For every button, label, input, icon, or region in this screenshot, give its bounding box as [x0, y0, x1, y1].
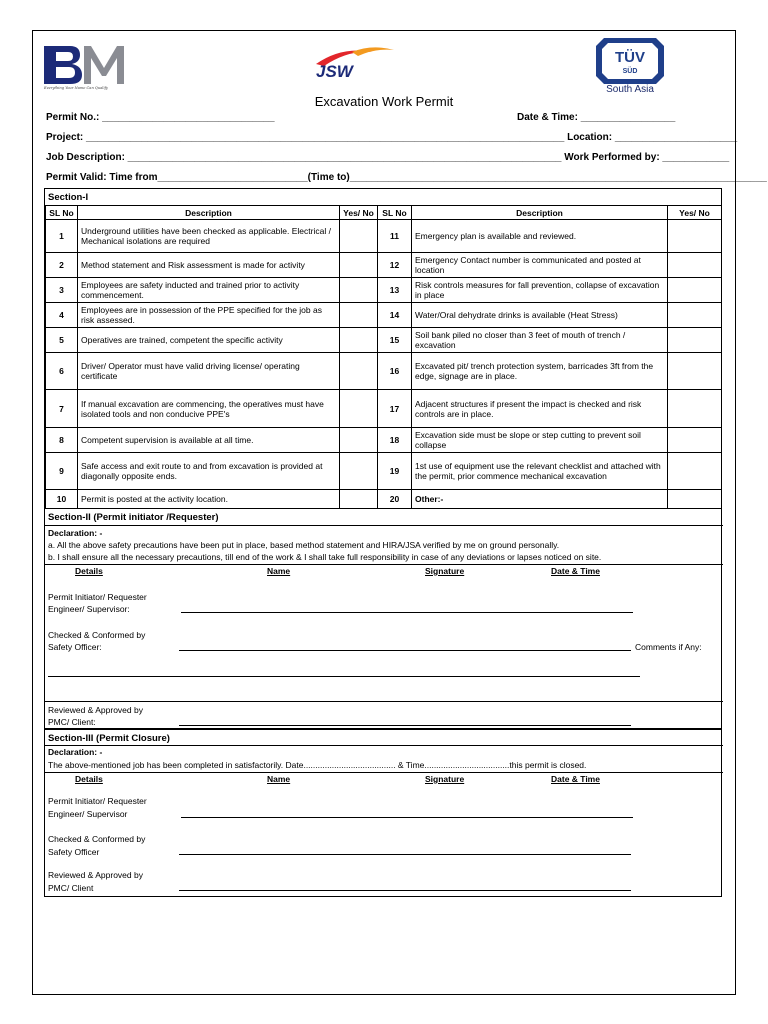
row-description: Risk controls measures for fall prevention, collapse of excavation in place [412, 278, 668, 303]
table-row [46, 303, 722, 328]
row-description: Employees are in possession of the PPE specified for the job as risk assessed. [78, 303, 340, 328]
yes-no-cell[interactable] [668, 390, 722, 428]
divider [45, 772, 723, 773]
jsw-logo [302, 46, 398, 80]
row-number: 17 [378, 390, 412, 428]
table-row [46, 453, 722, 490]
row-description: Method statement and Risk assessment is made for activity [78, 253, 340, 278]
row-description: Excavation side must be slope or step cutting to prevent soil collapse [412, 428, 668, 453]
closure-pmc-signature-line[interactable] [179, 890, 631, 891]
row-description: If manual excavation are commencing, the operatives must have isolated tools and non conducive PPE's [78, 390, 340, 428]
row-number: 10 [46, 490, 78, 509]
table-row [46, 390, 722, 428]
yes-no-cell[interactable] [340, 390, 378, 428]
table-row [46, 220, 722, 253]
section-2-title: Section-II (Permit initiator /Requester) [48, 512, 219, 523]
closure-declaration-label: Declaration: - [48, 747, 103, 757]
row-number: 14 [378, 303, 412, 328]
row-description: Water/Oral dehydrate drinks is available (Heat Stress) [412, 303, 668, 328]
row-number: 5 [46, 328, 78, 353]
row-description: Emergency Contact number is communicated and posted at location [412, 253, 668, 278]
col-description: Description [78, 206, 340, 220]
date-time-field[interactable]: Date & Time: _________________ [517, 112, 676, 123]
col-sl-no: SL No [46, 206, 78, 220]
permit-valid-field[interactable]: Permit Valid: Time from___________________________(Time to)___________________________________________________________________________ [46, 172, 767, 183]
row-description: Permit is posted at the activity location. [78, 490, 340, 509]
closure-checked-line2: Safety Officer [48, 847, 100, 857]
closure-initiator-line1: Permit Initiator/ Requester [48, 796, 147, 806]
divider [45, 701, 723, 702]
table-row [46, 328, 722, 353]
col-signature: Signature [425, 566, 465, 576]
section-1-title: Section-I [48, 192, 89, 203]
jsw-logo-text: JSW [316, 62, 353, 80]
yes-no-cell[interactable] [668, 353, 722, 390]
yes-no-cell[interactable] [668, 428, 722, 453]
closure-reviewed-line1: Reviewed & Approved by [48, 870, 143, 880]
checked-label-line1: Checked & Conformed by [48, 630, 146, 640]
permit-no-field[interactable]: Permit No.: _______________________________ [46, 112, 275, 123]
col-name: Name [267, 566, 291, 576]
col-date-time: Date & Time [551, 566, 600, 576]
closure-reviewed-line2: PMC/ Client [48, 883, 94, 893]
row-number: 16 [378, 353, 412, 390]
row-number: 19 [378, 453, 412, 490]
closure-initiator-label [48, 795, 147, 821]
reviewed-label-line1: Reviewed & Approved by [48, 705, 143, 715]
row-number: 15 [378, 328, 412, 353]
row-description: Employees are safety inducted and trained prior to activity commencement. [78, 278, 340, 303]
row-description: Soil bank piled no closer than 3 feet of mouth of trench / excavation [412, 328, 668, 353]
divider [45, 564, 723, 565]
tuv-logo-sub: SÜD [622, 68, 638, 75]
row-number: 13 [378, 278, 412, 303]
row-number: 6 [46, 353, 78, 390]
col-description: Description [412, 206, 668, 220]
yes-no-cell[interactable] [340, 490, 378, 509]
row-description: Safe access and exit route to and from excavation is provided at diagonally opposite ends. [78, 453, 340, 490]
row-description: Excavated pit/ trench protection system, barricades 3ft from the edge, signage are in place. [412, 353, 668, 390]
initiator-label-line1: Permit Initiator/ Requester [48, 592, 147, 602]
safety-officer-signature-line[interactable] [179, 650, 631, 651]
row-description: Underground utilities have been checked as applicable. Electrical / Mechanical isolations are required [78, 220, 340, 253]
checked-label-line2: Safety Officer: [48, 642, 102, 652]
job-description-field[interactable]: Job Description: ______________________________________________________________________________ Work Performed by: ____________ [46, 152, 730, 163]
row-description: Emergency plan is available and reviewed. [412, 220, 668, 253]
yes-no-cell[interactable] [668, 328, 722, 353]
yes-no-cell[interactable] [668, 220, 722, 253]
initiator-label-line2: Engineer/ Supervisor: [48, 604, 130, 614]
col-name: Name [267, 774, 291, 784]
table-row [46, 353, 722, 390]
yes-no-cell[interactable] [340, 253, 378, 278]
row-number: 3 [46, 278, 78, 303]
initiator-label [48, 591, 147, 615]
tuv-region: South Asia [606, 84, 654, 95]
row-number: 9 [46, 453, 78, 490]
row-number: 18 [378, 428, 412, 453]
yes-no-cell[interactable] [340, 353, 378, 390]
col-date-time: Date & Time [551, 774, 600, 784]
yes-no-cell[interactable] [668, 453, 722, 490]
closure-safety-signature-line[interactable] [179, 854, 631, 855]
table-row [46, 278, 722, 303]
table-row [46, 253, 722, 278]
declaration-b: b. I shall ensure all the necessary precautions, till end of the work & I shall take full responsibility in case of any deviations or lapses noticed on site. [48, 552, 602, 562]
row-number: 7 [46, 390, 78, 428]
table-row [46, 428, 722, 453]
declaration-a: a. All the above safety precautions have been put in place, based method statement and HIRA/JSA verified by me on ground personally. [48, 540, 560, 550]
checklist-table [45, 205, 722, 509]
section-3-title: Section-III (Permit Closure) [48, 733, 170, 744]
yes-no-cell[interactable] [340, 303, 378, 328]
divider [45, 745, 723, 746]
yes-no-cell[interactable] [668, 278, 722, 303]
checklist-header-row [46, 206, 722, 220]
row-number: 8 [46, 428, 78, 453]
reviewed-label-line2: PMC/ Client: [48, 717, 96, 727]
row-description: Adjacent structures if present the impact is checked and risk controls are in place. [412, 390, 668, 428]
comments-line[interactable] [48, 676, 640, 677]
section-1 [44, 188, 722, 509]
closure-checked-line1: Checked & Conformed by [48, 834, 146, 844]
closure-initiator-signature-line[interactable] [181, 817, 633, 818]
yes-no-cell[interactable] [340, 453, 378, 490]
row-description: Other:- [412, 490, 668, 509]
tuv-logo-mark: TÜV [615, 49, 645, 66]
row-number: 4 [46, 303, 78, 328]
row-description: Operatives are trained, competent the specific activity [78, 328, 340, 353]
row-number: 20 [378, 490, 412, 509]
initiator-signature-line[interactable] [181, 612, 633, 613]
col-details: Details [75, 774, 103, 784]
row-description: Competent supervision is available at all time. [78, 428, 340, 453]
yes-no-cell[interactable] [340, 278, 378, 303]
project-location-field[interactable]: Project: ______________________________________________________________________________________ Location: ______________________ [46, 132, 738, 143]
col-signature: Signature [425, 774, 465, 784]
pmc-signature-line[interactable] [179, 725, 631, 726]
section-3 [44, 729, 722, 897]
yes-no-cell[interactable] [340, 220, 378, 253]
declaration-label: Declaration: - [48, 528, 103, 538]
row-number: 1 [46, 220, 78, 253]
col-details: Details [75, 566, 103, 576]
closure-initiator-line2: Engineer/ Supervisor [48, 809, 128, 819]
yes-no-cell[interactable] [340, 428, 378, 453]
comments-label: Comments if Any: [635, 642, 702, 652]
reviewed-label [48, 704, 143, 728]
yes-no-cell[interactable] [340, 328, 378, 353]
checked-label [48, 629, 145, 653]
closure-text: The above-mentioned job has been completed in satisfactorily. Date....................................... & Time....................................this permit is closed. [48, 760, 587, 770]
yes-no-cell[interactable] [668, 253, 722, 278]
row-description: 1st use of equipment use the relevant checklist and attached with the permit, prior commence mechanical excavation [412, 453, 668, 490]
closure-reviewed-label [48, 869, 143, 895]
bm-logo-tagline: Everything Your Name Can Qualify [44, 86, 108, 90]
row-number: 11 [378, 220, 412, 253]
divider [45, 525, 723, 526]
closure-checked-label [48, 833, 145, 859]
col-yes-no: Yes/ No [668, 206, 722, 220]
col-sl-no: SL No [378, 206, 412, 220]
section-2 [44, 509, 722, 729]
document-title: Excavation Work Permit [314, 94, 454, 109]
col-yes-no: Yes/ No [340, 206, 378, 220]
table-row [46, 490, 722, 509]
row-number: 12 [378, 253, 412, 278]
yes-no-cell[interactable] [668, 303, 722, 328]
row-number: 2 [46, 253, 78, 278]
yes-no-cell[interactable] [668, 490, 722, 509]
row-description: Driver/ Operator must have valid driving license/ operating certificate [78, 353, 340, 390]
